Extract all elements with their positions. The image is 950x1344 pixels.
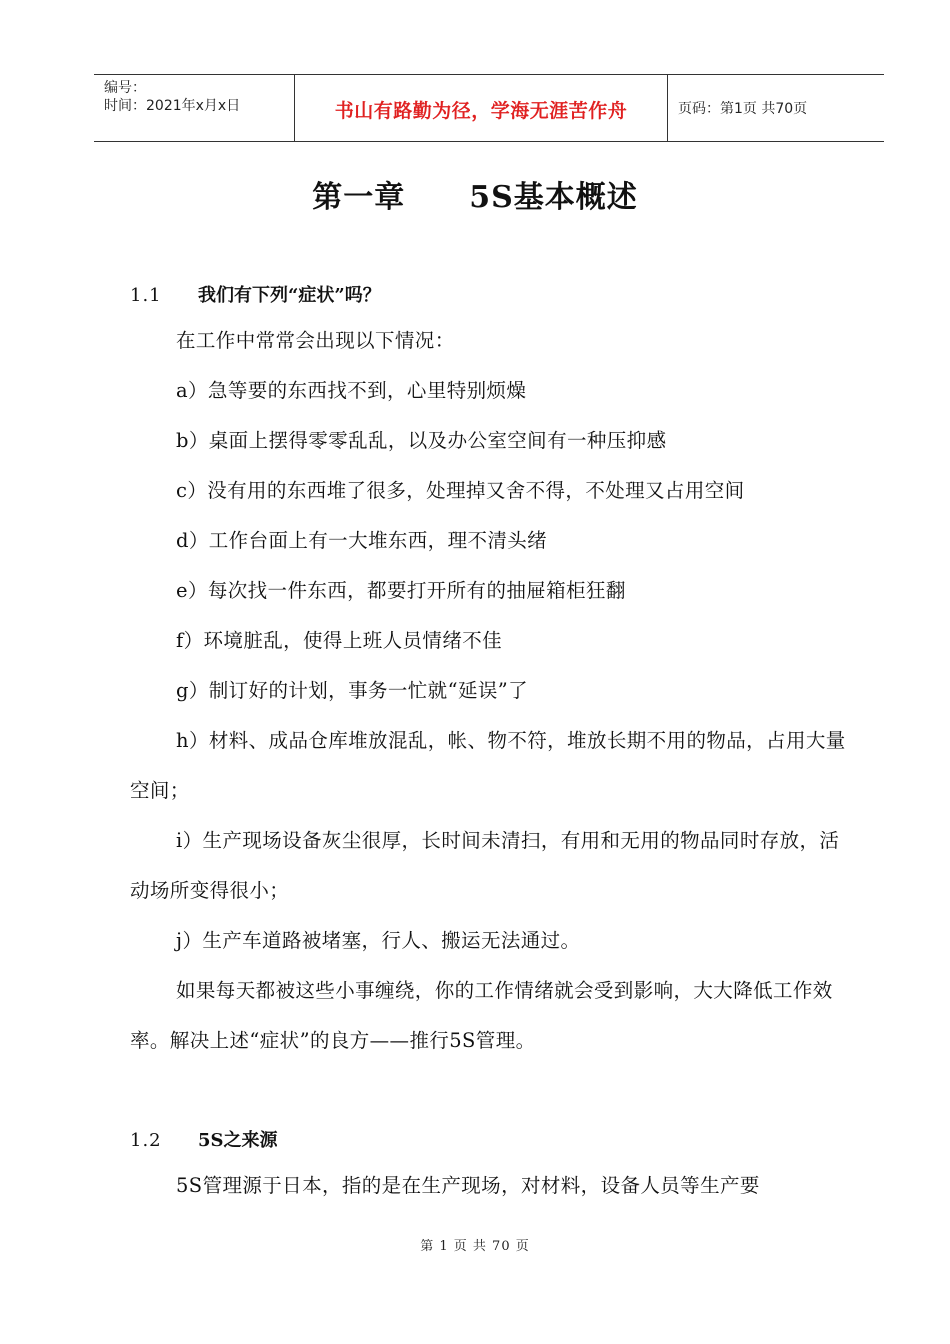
header-time-label: 时间：2021年x月x日 (104, 98, 241, 114)
list-item-j: j）生产车道路被堵塞，行人、搬运无法通过。 (176, 929, 581, 952)
header-meta (94, 75, 294, 141)
section-body-1-1 (130, 316, 850, 1066)
section-number: 1.2 (130, 1130, 162, 1151)
section-heading-1-2 (130, 1126, 278, 1152)
list-item-e: e）每次找一件东西，都要打开所有的抽屉箱柜狂翻 (176, 579, 626, 602)
section-title: 我们有下列“症状”吗？ (198, 285, 381, 306)
section-title: 5S之来源 (198, 1130, 278, 1151)
section-body-1-2 (130, 1161, 850, 1211)
list-item-f: f）环境脏乱，使得上班人员情绪不佳 (176, 629, 503, 652)
chapter-name: 5S基本概述 (469, 180, 638, 215)
header-page-label: 页码：第1页 共70页 (678, 101, 808, 117)
chapter-title (0, 172, 950, 216)
header-number-label: 编号： (104, 80, 146, 96)
chapter-prefix: 第一章 (312, 180, 406, 215)
list-item-b: b）桌面上摆得零零乱乱，以及办公室空间有一种压抑感 (176, 429, 667, 452)
list-item-i: i）生产现场设备灰尘很厚，长时间未清扫，有用和无用的物品同时存放，活动场所变得很小； (130, 829, 840, 902)
list-item-d: d）工作台面上有一大堆东西，理不清头绪 (176, 529, 548, 552)
section-heading-1-1 (130, 281, 381, 307)
list-item-c: c）没有用的东西堆了很多，处理掉又舍不得，不处理又占用空间 (176, 479, 745, 502)
document-header (94, 74, 884, 142)
paragraph: 在工作中常常会出现以下情况： (176, 329, 455, 352)
list-item-a: a）急等要的东西找不到，心里特别烦燥 (176, 379, 527, 402)
list-item-g: g）制订好的计划，事务一忙就“延误”了 (176, 679, 529, 702)
header-motto: 书山有路勤为径，学海无涯苦作舟 (294, 75, 668, 141)
section-number: 1.1 (130, 285, 162, 306)
page-footer: 第 1 页 共 70 页 (420, 1239, 530, 1254)
paragraph-conclusion: 如果每天都被这些小事缠绕，你的工作情绪就会受到影响，大大降低工作效率。解决上述“症状”的良方——推行5S管理。 (130, 979, 833, 1052)
list-item-h: h）材料、成品仓库堆放混乱，帐、物不符，堆放长期不用的物品，占用大量空间； (130, 729, 846, 802)
paragraph: 5S管理源于日本，指的是在生产现场，对材料，设备人员等生产要 (176, 1174, 760, 1197)
